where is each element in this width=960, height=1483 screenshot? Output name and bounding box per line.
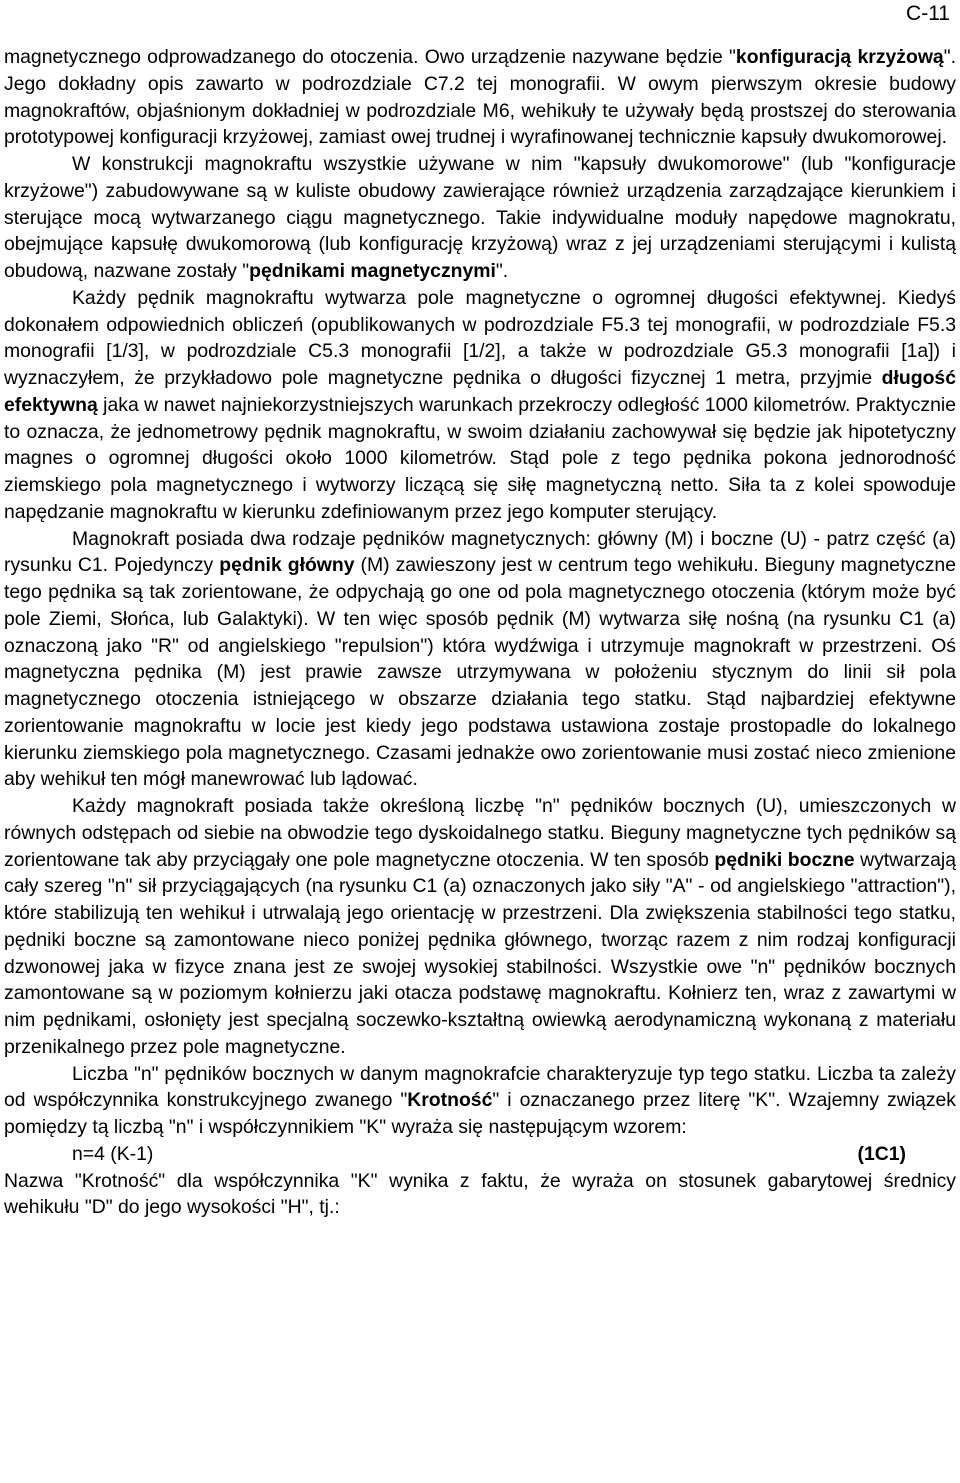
paragraph bbox=[4, 1061, 956, 1141]
text-run: jaka w nawet najniekorzystniejszych warunkach przekroczy odległość 1000 kilometrów. Praktycznie to oznacza, że jednometrowy pędnik magnokraftu, w swoim działaniu zachowywał się będzie jak hipotetyczny magnes o ogromnej długości około 1000 kilometrów. Stąd pole z tego pędnika pokona jednorodność ziemskiego pola magnetycznego i wytworzy liczącą się siłę magnetyczną netto. Siła ta z kolei spowoduje napędzanie magnokraftu w kierunku zdefiniowanym przez jego komputer sterujący. bbox=[4, 393, 956, 523]
paragraph bbox=[4, 793, 956, 1061]
closing-paragraph: Nazwa "Krotność" dla współczynnika "K" wynika z faktu, że wyraża on stosunek gabarytowej średnicy wehikułu "D" do jego wysokości "H", tj.: bbox=[4, 1169, 956, 1219]
bold-text: konfiguracją krzyżową bbox=[735, 46, 944, 68]
text-run: Każdy pędnik magnokraftu wytwarza pole magnetyczne o ogromnej długości efektywnej. Kiedyś dokonałem odpowiednich obliczeń (opublikowanych w podrozdziale F5.3 tej monografii, w podrozdziale F5.3 monografii [1/3], w podrozdziale C5.3 monografii [1/2], a także w podrozdziale G5.3 monografii [1a]) i wyznaczyłem, że przykładowo pole magnetyczne pędnika o długości fizycznej 1 metra, przyjmie bbox=[4, 286, 956, 389]
text-run: W konstrukcji magnokraftu wszystkie używane w nim "kapsuły dwukomorowe" (lub "konfiguracje krzyżowe") zabudowywane są w kuliste obudowy zawierające również urządzenia zarządzające kierunkiem i sterujące mocą wytwarzanego ciągu magnetycznego. Takie indywidualne moduły napędowe magnokratu, obejmujące kapsułę dwukomorową (lub konfigurację krzyżową) wraz z jej urządzeniami sterującymi i kulistą obudową, nazwane zostały " bbox=[4, 153, 956, 282]
bold-text: Krotność bbox=[407, 1089, 493, 1112]
text-run: wytwarzają cały szereg "n" sił przyciągających (na rysunku C1 (a) oznaczonych jako siły "A" - od angielskiego "attraction"), które stabilizują ten wehikuł i utrwalają jego orientację w przestrzeni. Dla zwiększenia stabilności tego statku, pędniki boczne są zamontowane nieco poniżej pędnika głównego, tworząc razem z nim rodzaj konfiguracji dzwonowej jaka w fizyce znana jest ze swojej wysokiej stabilności. Wszystkie owe "n" pędników bocznych zamontowane są w poziomym kołnierzu jaki otacza podstawę magnokraftu. Kołnierz ten, wraz z zawartymi w nim pędnikami, osłonięty jest specjalną soczewko-kształtną owiewką aerodynamiczną wykonaną z materiału przenikalnego przez pole magnetyczne. bbox=[4, 848, 956, 1058]
formula-number: (1C1) bbox=[857, 1142, 906, 1165]
text-run: ". bbox=[495, 260, 509, 282]
paragraph bbox=[4, 44, 956, 151]
text-run: " i oznaczanego przez literę "K". Wzajemny związek pomiędzy tą liczbą "n" i współczynnikiem "K" wyraża się następującym wzorem: bbox=[4, 1089, 956, 1138]
paragraph-list bbox=[4, 44, 956, 1141]
bold-text: długość efektywną bbox=[4, 367, 956, 416]
paragraph bbox=[4, 285, 956, 526]
text-run: ". Jego dokładny opis zawarto w podrozdziale C7.2 tej monografii. W owym pierwszym okresie budowy magnokraftów, objaśnionym dokładniej w podrozdziale M6, wehikuły te używały będą prostszej do sterowania prototypowej konfiguracji krzyżowej, zamiast owej trudnej i wyrafinowanej technicznie kapsuły dwukomorowej. bbox=[4, 46, 956, 149]
paragraph bbox=[4, 151, 956, 285]
bold-text: pędniki boczne bbox=[714, 848, 855, 871]
text-run: Liczba "n" pędników bocznych w danym magnokrafcie charakteryzuje typ tego statku. Liczba ta zależy od współczynnika konstrukcyjnego zwanego " bbox=[4, 1062, 956, 1112]
text-run: Magnokraft posiada dwa rodzaje pędników magnetycznych: główny (M) i boczne (U) - patrz część (a) rysunku C1. Pojedynczy bbox=[4, 527, 956, 577]
bold-text: pędnik główny bbox=[219, 554, 355, 577]
text-run: (M) zawieszony jest w centrum tego wehikułu. Bieguny magnetyczne tego pędnika są tak zorientowane, że odpychają go one od pola magnetycznego otoczenia (którym może być pole Ziemi, Słońca, lub Galaktyki). W ten więc sposób pędnik (M) wytwarza siłę nośną (na rysunku C1 (a) oznaczoną jako "R" od angielskiego "repulsion") która wydźwiga i utrzymuje magnokraft w przestrzeni. Oś magnetyczna pędnika (M) jest prawie zawsze utrzymywana w położeniu stycznym do linii sił pola magnetycznego otoczenia istniejącego w obszarze działania tego statku. Stąd najbardziej efektywne zorientowanie magnokraftu w locie jest kiedy jego podstawa ustawiona zostaje prostopadle do lokalnego kierunku ziemskiego pola magnetycznego. Czasami jednakże owo zorientowanie musi zostać nieco zmienione aby wehikuł ten mógł manewrować lub lądować. bbox=[4, 554, 956, 791]
bold-text: pędnikami magnetycznymi bbox=[249, 260, 496, 282]
text-run: Każdy magnokraft posiada także określoną liczbę "n" pędników bocznych (U), umieszczonych w równych odstępach od siebie na obwodzie tego dyskoidalnego statku. Bieguny magnetyczne tych pędników są zorientowane tak aby przyciągały one pole magnetyczne otoczenia. W ten sposób bbox=[4, 795, 956, 871]
formula-expression: n=4 (K-1) bbox=[72, 1142, 154, 1165]
document-body bbox=[4, 44, 956, 1221]
text-run: magnetycznego odprowadzanego do otoczenia. Owo urządzenie nazywane będzie " bbox=[4, 46, 736, 68]
formula-line bbox=[4, 1141, 956, 1168]
page-number: C-11 bbox=[906, 2, 950, 25]
paragraph bbox=[4, 526, 956, 794]
